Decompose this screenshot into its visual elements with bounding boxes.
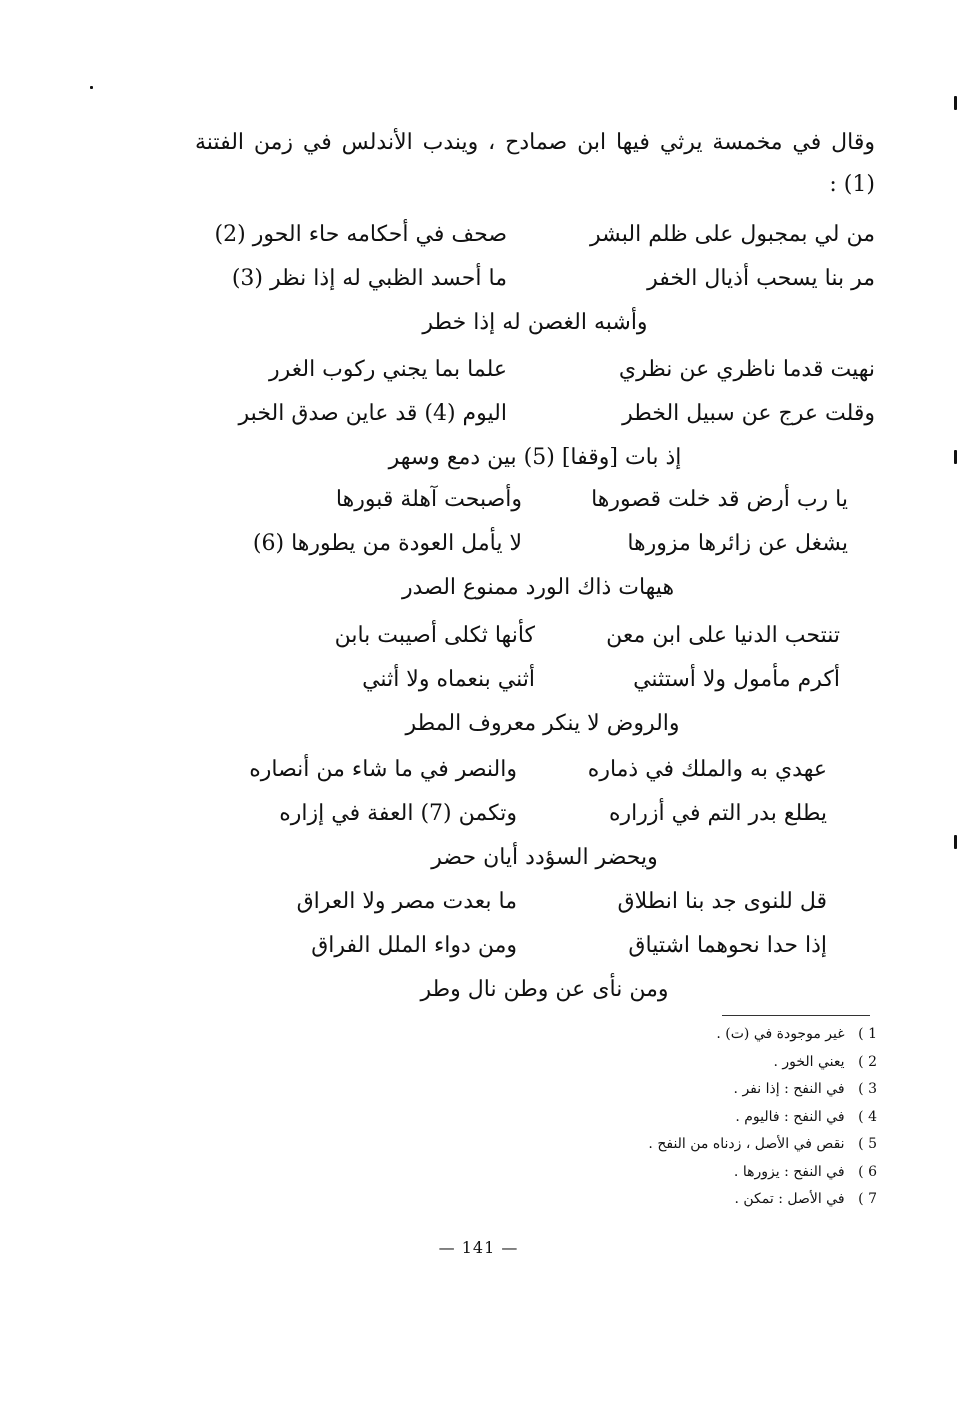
footnote-number: 1 ) — [858, 1026, 877, 1042]
stanza-3 — [228, 478, 848, 610]
verse-first-hemistich: وقلت عرج عن سبيل الخطر — [622, 401, 875, 426]
footnote-text: نقص في الأصل ، زدناه من النفح . — [648, 1136, 845, 1152]
verse-second-hemistich: صحف في أحكامه حاء الحور (2) — [214, 222, 507, 247]
footnote — [517, 1021, 877, 1049]
verse-second-hemistich: ما بعدت مصر ولا العراق — [296, 889, 517, 914]
verse-second-hemistich: ما أحسد الظبي له إذا نظر (3) — [231, 266, 507, 291]
footnote — [517, 1049, 877, 1077]
verse-second-hemistich: لا يأمل العودة من يطورها (6) — [252, 531, 522, 556]
footnote-text: في النفح : إذا نفر . — [733, 1081, 845, 1097]
stanza-6 — [262, 880, 827, 1012]
verse-first-hemistich: يشغل عن زائرها مزورها — [627, 531, 848, 556]
footnote-number: 2 ) — [858, 1053, 877, 1070]
stanza-refrain: وأشبه الغصن له إذا خطر — [422, 310, 648, 335]
footnote-text: في النفح : يزورها . — [733, 1163, 845, 1180]
verse-first-hemistich: مر بنا يسحب أذيال الخفر — [647, 266, 875, 291]
verse-line — [245, 614, 840, 658]
stanza-5 — [249, 748, 827, 880]
footnote — [517, 1076, 877, 1104]
stanza-2 — [195, 348, 875, 480]
verse-first-hemistich: نهيت قدما ناظري عن نظري — [618, 357, 875, 382]
verse-first-hemistich: يطلع بدر التم في أزراره — [608, 801, 827, 826]
verse-line — [195, 348, 875, 392]
footnote-number: 5 ) — [858, 1136, 877, 1152]
verse-first-hemistich: قل للنوى جد بنا انطلاق — [617, 889, 827, 914]
verse-line — [245, 658, 840, 702]
verse-second-hemistich: ومن دواء الملل الفراق — [311, 933, 517, 958]
verse-second-hemistich: وأصبحت آهلة قبورها — [335, 487, 522, 512]
verse-line — [228, 478, 848, 522]
footnote — [517, 1131, 877, 1159]
verse-second-hemistich: كأنها ثكلى أصيبت بابن — [334, 623, 535, 648]
verse-line — [228, 522, 848, 566]
verse-line — [262, 792, 827, 836]
intro-paragraph: وقال في مخمسة يرثي فيها ابن صمادح ، ويندب الأندلس في زمن الفتنة (1) : — [195, 130, 875, 197]
page-number: — 141 — — [438, 1238, 519, 1257]
verse-first-hemistich: تنتحب الدنيا على ابن معن — [606, 623, 840, 648]
scan-speck — [90, 86, 93, 89]
verse-first-hemistich: إذا حدا نحوهما اشتياق — [628, 933, 827, 958]
verse-line — [262, 924, 827, 968]
verse-line — [195, 257, 875, 301]
stanza-1 — [195, 213, 875, 345]
footnote-number: 6 ) — [858, 1163, 877, 1180]
footnote-number: 3 ) — [858, 1081, 877, 1097]
footnotes — [517, 1021, 877, 1214]
footnote-number: 7 ) — [858, 1191, 877, 1207]
verse-second-hemistich: والنصر في ما شاء من أنصاره — [249, 757, 517, 782]
footnote-number: 4 ) — [858, 1108, 877, 1125]
stanza-refrain: إذ بات [وقفا] (5) بين دمع وسهر — [388, 445, 682, 470]
stanza-refrain: ويحضر السؤدد أيان حضر — [431, 845, 658, 870]
footnote-text: يعني الخور . — [773, 1053, 845, 1070]
verse-first-hemistich: من لي بمجبول على ظلم البشر — [590, 222, 875, 247]
verse-line — [249, 748, 827, 792]
stanza-refrain: والروض لا ينكر معروف المطر — [405, 711, 680, 736]
footnote — [517, 1104, 877, 1132]
stanza-4 — [245, 614, 840, 746]
verse-second-hemistich: وتكمن (7) العفة في إزاره — [279, 801, 517, 826]
verse-second-hemistich: علما بما يجني ركوب الغرر — [268, 357, 507, 382]
verse-first-hemistich: أكرم مأمول ولا أستثني — [633, 667, 840, 692]
verse-second-hemistich: اليوم (4) قد عاين صدق الخبر — [238, 401, 507, 426]
verse-first-hemistich: يا رب أرض قد خلت قصورها — [591, 487, 848, 512]
footnote-separator — [722, 1015, 870, 1016]
footnote — [517, 1186, 877, 1214]
footnote-text: في النفح : فاليوم . — [735, 1108, 845, 1125]
verse-second-hemistich: أثني بنعماه ولا أثني — [362, 667, 535, 692]
verse-first-hemistich: عهدي به والملك في ذماره — [587, 757, 827, 782]
footnote — [517, 1159, 877, 1187]
verse-line — [262, 880, 827, 924]
verse-line — [195, 392, 875, 436]
stanza-refrain: ومن نأى عن وطن نال وطر — [420, 977, 669, 1002]
footnote-text: في الأصل : تمكن . — [734, 1191, 845, 1207]
stanza-refrain: هيهات ذاك الورد ممنوع الصدر — [401, 575, 675, 600]
verse-line — [195, 213, 875, 257]
footnote-text: غير موجودة في (ت) . — [716, 1026, 845, 1042]
